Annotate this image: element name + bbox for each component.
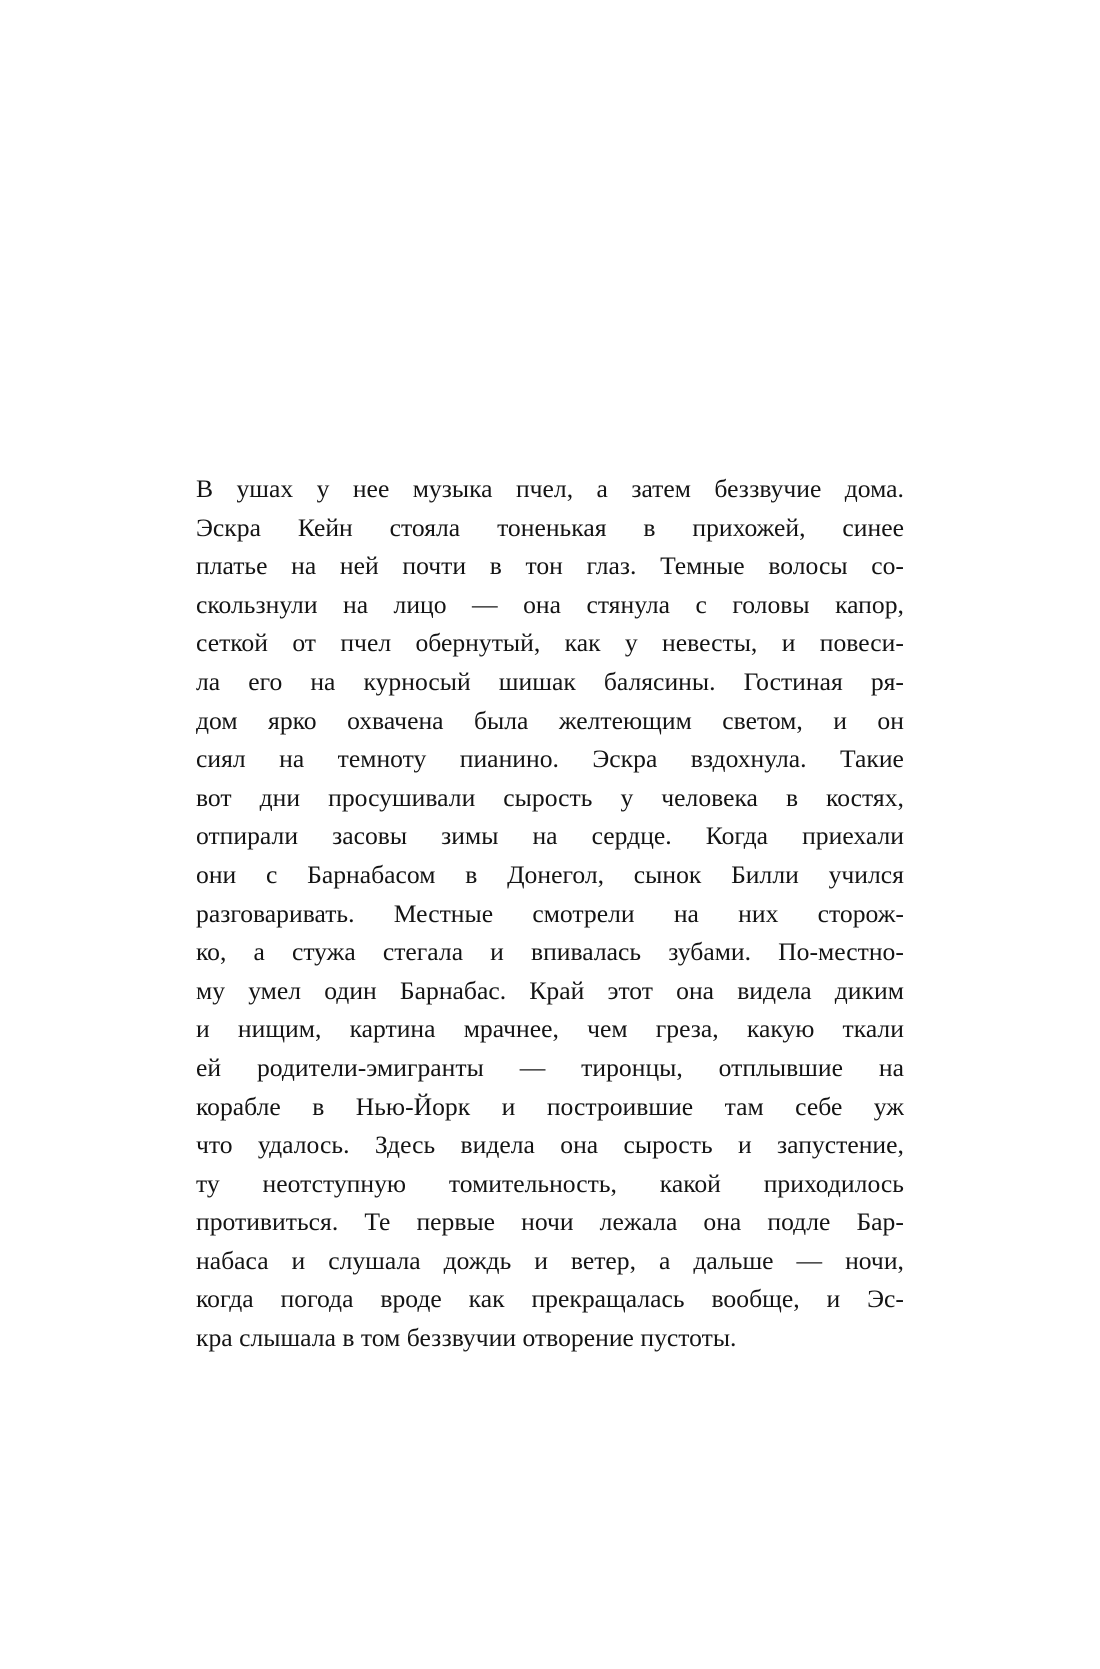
text-line: му умел один Барнабас. Край этот она видела диким — [196, 975, 904, 1005]
text-line: что удалось. Здесь видела она сырость и запустение, — [196, 1130, 904, 1160]
text-line: ту неотступную томительность, какой приходилось — [196, 1168, 904, 1198]
text-line: отпирали засовы зимы на сердце. Когда приехали — [196, 821, 904, 851]
text-line: разговаривать. Местные смотрели на них сторож- — [196, 898, 904, 928]
text-line: ла его на курносый шишак балясины. Гостиная ря- — [196, 666, 904, 696]
text-line: когда погода вроде как прекращалась вообще, и Эс- — [196, 1284, 904, 1314]
text-line: они с Барнабасом в Донегол, сынок Билли учился — [196, 859, 904, 889]
text-line: скользнули на лицо — она стянула с головы капор, — [196, 589, 904, 619]
text-line: В ушах у нее музыка пчел, а затем беззвучие дома. — [196, 474, 904, 503]
text-line: и нищим, картина мрачнее, чем греза, какую ткали — [196, 1014, 904, 1044]
text-line: ей родители-эмигранты — тиронцы, отплывшие на — [196, 1052, 904, 1082]
text-line: ко, а стужа стегала и впивалась зубами. По-местно- — [196, 937, 904, 967]
text-line: вот дни просушивали сырость у человека в костях, — [196, 782, 904, 812]
body-text-block — [196, 470, 904, 1358]
text-line: платье на ней почти в тон глаз. Темные волосы со- — [196, 551, 904, 581]
text-line: набаса и слушала дождь и ветер, а дальше — ночи, — [196, 1245, 904, 1275]
text-line: противиться. Те первые ночи лежала она подле Бар- — [196, 1207, 904, 1237]
text-line: корабле в Нью-Йорк и построившие там себе уж — [196, 1091, 904, 1121]
paragraph — [196, 470, 904, 1358]
text-line: Эскра Кейн стояла тоненькая в прихожей, синее — [196, 512, 904, 542]
text-line: сеткой от пчел обернутый, как у невесты, и повеси- — [196, 628, 904, 658]
text-line: кра слышала в том беззвучии отворение пустоты. — [196, 1323, 737, 1353]
text-line: дом ярко охвачена была желтеющим светом, и он — [196, 705, 904, 735]
text-line: сиял на темноту пианино. Эскра вздохнула. Такие — [196, 744, 904, 774]
